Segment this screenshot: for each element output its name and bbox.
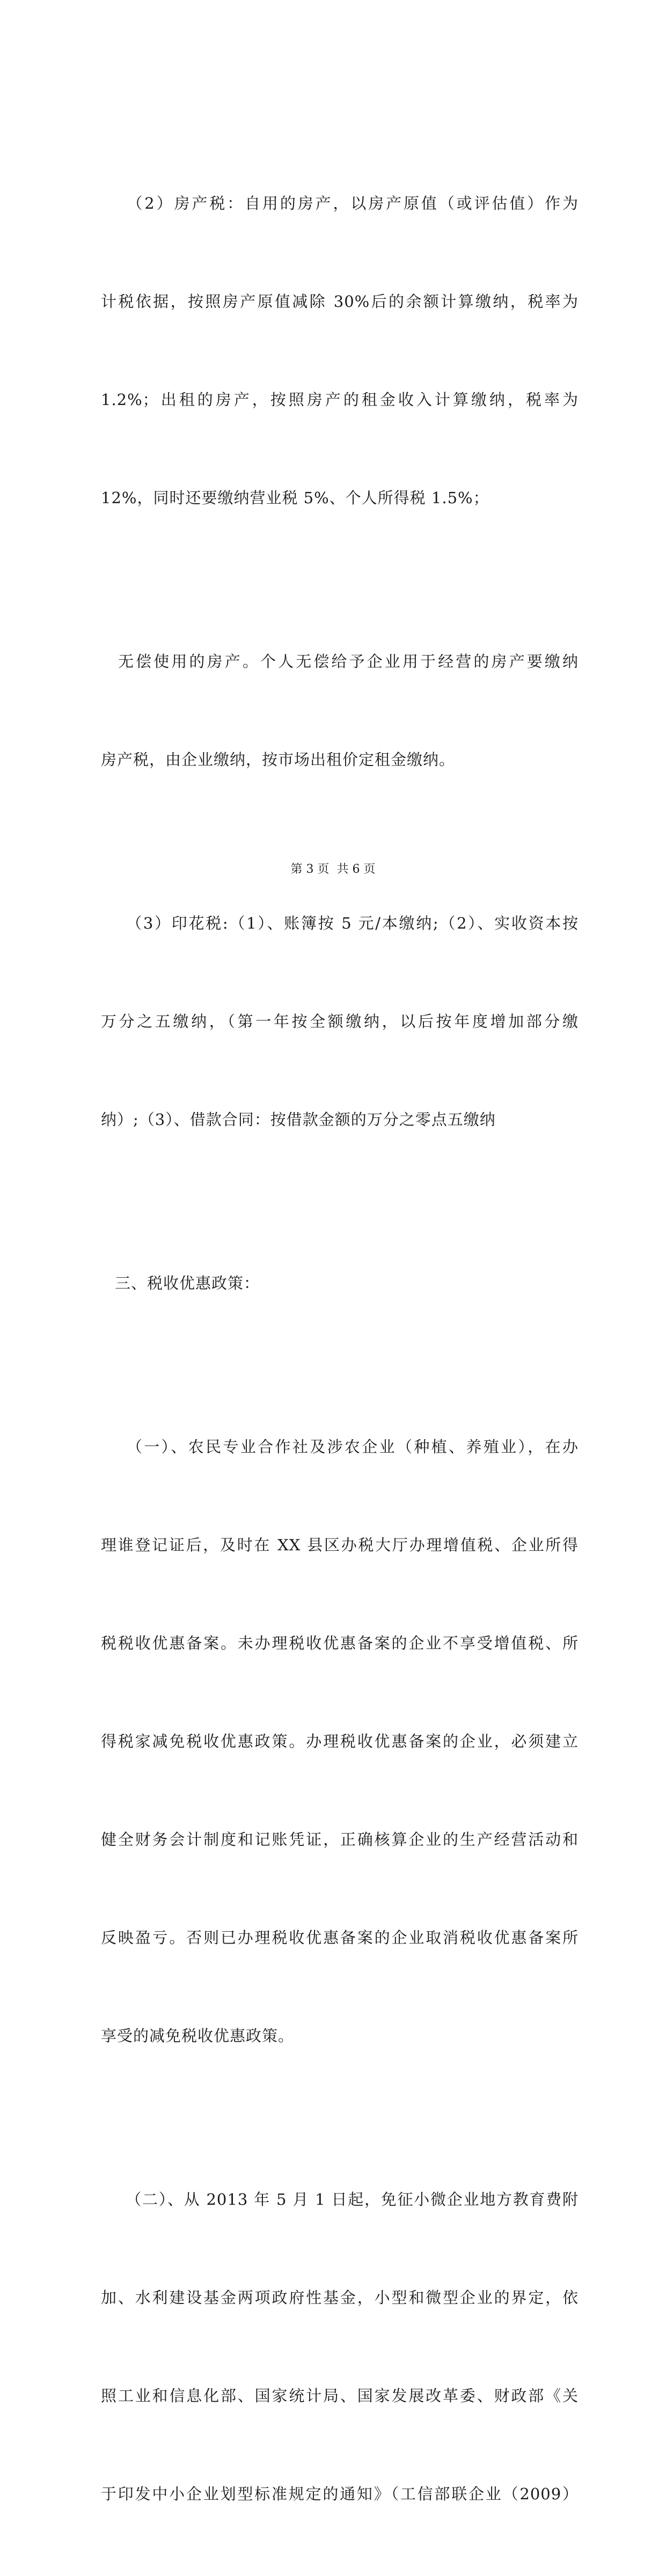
text-line: 三、税收优惠政策： [115,1274,260,1292]
text-line: 无偿使用的房产。个人无偿给予企业用于经营的房产要缴纳 [118,652,579,671]
text-line: 享受的减免税收优惠政策。 [101,2027,295,2045]
text-line: 纳）;（3）、借款合同：按借款金额的万分之零点五缴纳 [101,1110,496,1129]
text-line: 计税依据，按照房产原值减除 30%后的余额计算缴纳，税率为 [101,292,579,311]
text-line: 健全财务会计制度和记账凭证，正确核算企业的生产经营活动和 [101,1830,579,1849]
text-line: 照工业和信息化部、国家统计局、国家发展改革委、财政部《关 [101,2387,579,2405]
paragraph-free-use-property [101,580,579,842]
text-line: （二）、从 2013 年 5 月 1 日起，免征小微企业地方教育费附 [117,2190,579,2209]
text-line: （3）印花税:（1）、账簿按 5 元/本缴纳;（2）、实收资本按 [117,914,579,932]
text-line: 12%，同时还要缴纳营业税 5%、个人所得税 1.5%； [101,489,489,507]
paragraph-property-tax [101,122,579,580]
text-line: 万分之五缴纳，（第一年按全额缴纳，以后按年度增加部分缴 [101,1012,579,1031]
text-line: 加、水利建设基金两项政府性基金，小型和微型企业的界定，依 [101,2288,579,2307]
body-text [101,122,579,2576]
text-line: 于印发中小企业划型标准规定的通知》（工信部联企业（2009） [101,2485,579,2503]
text-line: 税税收优惠备案。未办理税收优惠备案的企业不享受增值税、所 [101,1634,579,1652]
text-line: 房产税，由企业缴纳，按市场出租价定租金缴纳。 [101,750,456,769]
text-line: 理谁登记证后，及时在 XX 县区办税大厅办理增值税、企业所得 [101,1536,579,1554]
text-line: （一）、农民专业合作社及涉农企业（种植、养殖业），在办 [117,1438,579,1456]
page-number-footer: 第 3 页 共 6 页 [290,863,376,876]
paragraph-incentive-2 [101,2118,579,2576]
paragraph-incentive-1 [101,1365,579,2118]
section-heading-tax-incentives [101,1202,579,1365]
text-line: 反映盈亏。否则已办理税收优惠备案的企业取消税收优惠备案所 [101,1929,579,1947]
text-line: 1.2%；出租的房产，按照房产的租金收入计算缴纳，税率为 [101,391,579,409]
text-line: 得税家减免税收优惠政策。办理税收优惠备案的企业，必须建立 [101,1732,579,1750]
paragraph-stamp-tax [101,842,579,1202]
text-line: （2）房产税：自用的房产，以房产原值（或评估值）作为 [117,194,579,212]
